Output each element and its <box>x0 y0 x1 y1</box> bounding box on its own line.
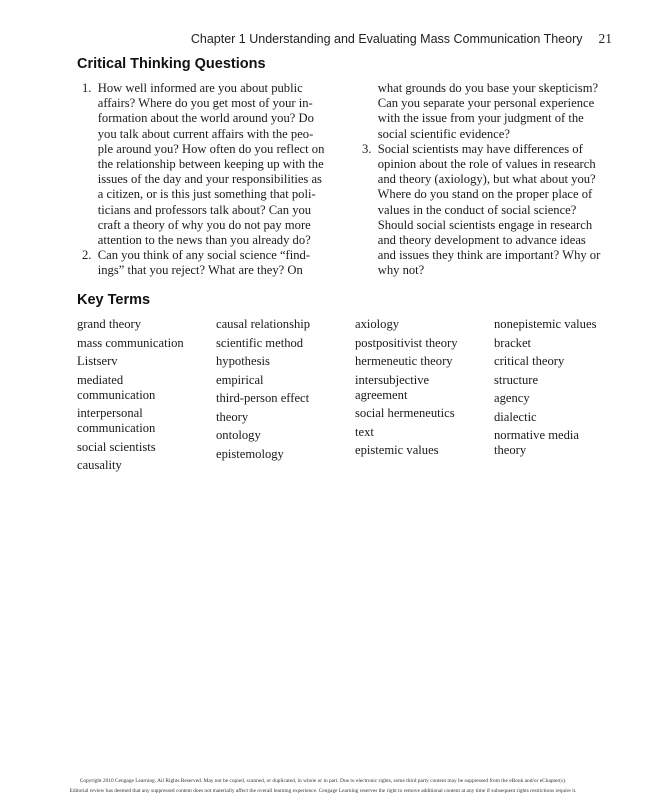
question-line: and issues they think are important? Why or <box>362 248 601 263</box>
question-line: affairs? Where do you get most of your in- <box>82 96 313 111</box>
key-terms-column-2 <box>216 317 310 465</box>
running-header <box>0 31 612 47</box>
key-term: structure <box>494 372 539 387</box>
key-term: hypothesis <box>216 354 270 368</box>
question-line: a citizen, or is this just something that poli- <box>82 187 316 202</box>
key-term: third-person effect <box>216 391 310 405</box>
key-term: causality <box>77 458 122 472</box>
question-line: Can you separate your personal experience <box>362 96 595 111</box>
question-line: and theory development to advance ideas <box>362 232 586 247</box>
key-terms-heading: Key Terms <box>77 292 151 308</box>
key-term: critical theory <box>494 354 565 368</box>
question-line: craft a theory of why you do not pay more <box>82 217 311 232</box>
key-term: Listserv <box>77 354 118 368</box>
questions-column-right <box>362 81 600 278</box>
key-term: epistemic values <box>355 443 439 457</box>
key-terms-column-4 <box>494 317 596 462</box>
key-term: nonepistemic values <box>494 317 597 331</box>
key-term: mediated communication <box>77 372 156 402</box>
key-term: hermeneutic theory <box>355 354 453 368</box>
question-line: attention to the news than you already do? <box>82 232 311 247</box>
question-line: why not? <box>362 263 425 278</box>
chapter-title: Chapter 1 Understanding and Evaluating Mass Communication Theory <box>190 32 583 46</box>
copyright-footer-line-2: Editorial review has deemed that any suppressed content does not materially affect the overall learning experience. Cengage Learning reserves the right to remove additional content at any time if subsequent rights restrictions require it. <box>69 788 577 794</box>
question-line: 3. Social scientists may have differences of <box>362 141 583 156</box>
page-number: 21 <box>598 31 612 46</box>
question-line: issues of the day and your responsibilities as <box>82 172 322 187</box>
question-line: values in the conduct of social science? <box>362 202 577 217</box>
question-line: what grounds do you base your skepticism? <box>362 81 599 95</box>
key-term: social scientists <box>77 439 156 454</box>
question-line: social scientific evidence? <box>362 126 510 141</box>
key-term: intersubjective agreement <box>355 372 430 402</box>
question-line: the relationship between keeping up with the <box>82 156 324 171</box>
key-term: social hermeneutics <box>355 406 455 420</box>
question-line: ings” that you reject? What are they? On <box>82 263 303 278</box>
key-term: dialectic <box>494 409 537 424</box>
question-line: opinion about the role of values in research <box>362 156 596 171</box>
questions-column-left <box>82 81 324 278</box>
key-term: theory <box>216 409 249 424</box>
key-term: normative media theory <box>494 428 579 457</box>
critical-thinking-heading: Critical Thinking Questions <box>77 56 266 72</box>
question-line: with the issue from your judgment of the <box>362 111 584 126</box>
question-line: 1. How well informed are you about public <box>82 81 303 95</box>
key-term: grand theory <box>77 317 141 331</box>
key-term: postpositivist theory <box>355 335 458 350</box>
question-line: Where do you stand on the proper place of <box>362 187 593 202</box>
key-term: text <box>355 424 374 439</box>
key-term: axiology <box>355 317 400 331</box>
question-line: formation about the world around you? Do <box>82 111 314 126</box>
question-line: 2. Can you think of any social science “find- <box>82 248 311 263</box>
key-term: agency <box>494 391 530 405</box>
question-line: and theory (axiology), but what about you? <box>362 172 596 187</box>
key-terms-column-1 <box>77 317 184 477</box>
key-term: scientific method <box>216 335 304 350</box>
key-term: empirical <box>216 372 264 387</box>
key-term: interpersonal communication <box>77 406 156 435</box>
copyright-footer-line-1: Copyright 2010 Cengage Learning. All Rights Reserved. May not be copied, scanned, or duplicated, in whole or in part. Due to electronic rights, some third party content may be suppressed from the eBook and/or eChapter(s). <box>79 778 567 784</box>
question-line: Should social scientists engage in research <box>362 217 593 232</box>
question-line: ticians and professors talk about? Can you <box>82 202 312 217</box>
key-term: causal relationship <box>216 317 311 331</box>
key-term: bracket <box>494 335 532 350</box>
question-line: you talk about current affairs with the peo- <box>82 126 314 141</box>
key-term: epistemology <box>216 446 284 461</box>
key-term: mass communication <box>77 335 184 350</box>
key-terms-column-3 <box>355 317 458 462</box>
question-line: ple around you? How often do you reflect on <box>82 141 325 156</box>
key-term: ontology <box>216 428 261 442</box>
